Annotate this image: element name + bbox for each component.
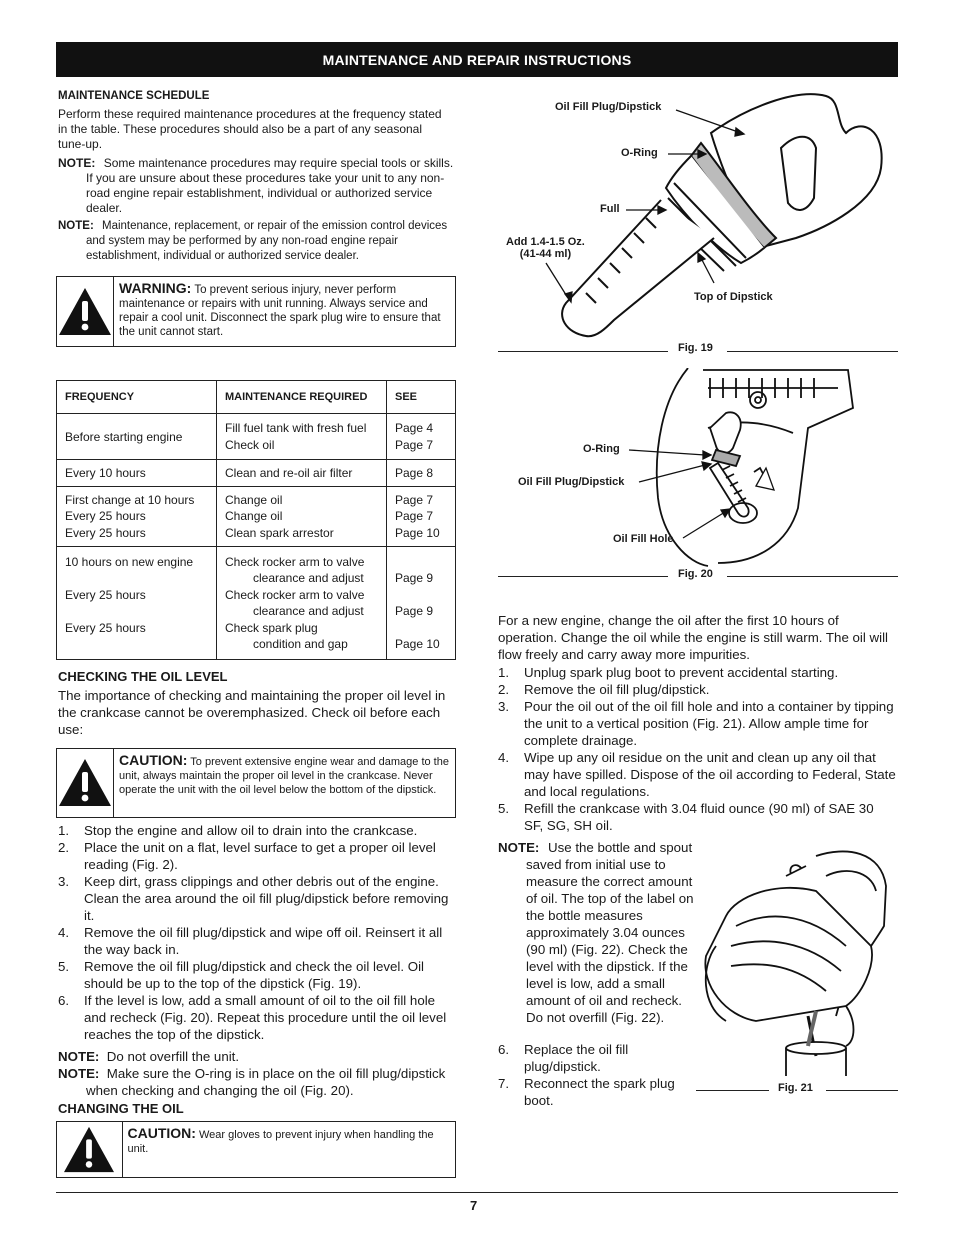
list-item: 6. Replace the oil fill plug/dipstick. xyxy=(498,1042,629,1074)
fig19-rule-left xyxy=(498,351,668,352)
list-item: 1. Unplug spark plug boot to prevent accidental starting. xyxy=(498,665,839,680)
fig21-rule-left xyxy=(696,1090,769,1091)
table-cell: Fill fuel tank with fresh fuel Check oil xyxy=(217,414,387,460)
caution-icon xyxy=(57,749,114,817)
fig21-rule-right xyxy=(826,1090,898,1091)
change-intro: For a new engine, change the oil after the first 10 hours of operation. Change the oil while the engine is still warm. The oil will flow freely and carry away more impurities. xyxy=(498,613,888,662)
fig20-rule-left xyxy=(498,576,668,577)
table-row xyxy=(57,487,456,547)
note-overfill: NOTE: Do not overfill the unit. xyxy=(58,1049,240,1064)
list-item: 4. Remove the oil fill plug/dipstick and wipe off oil. Reinsert it all the way back in. xyxy=(58,925,443,957)
table-header: FREQUENCY xyxy=(57,381,217,414)
warning-icon xyxy=(57,277,114,346)
caution-text-2: CAUTION: Wear gloves to prevent injury when handling the unit. xyxy=(127,1125,434,1155)
fig19-callout-full: Full xyxy=(600,203,620,215)
list-item: 5. Refill the crankcase with 3.04 fluid ounce (90 ml) of SAE 30 SF, SG, SH oil. xyxy=(498,801,874,833)
schedule-notes xyxy=(58,156,458,264)
table-cell: Check rocker arm to valve clearance and adjust Check rocker arm to valve clearance and adjust Check spark plug condition and gap xyxy=(217,547,387,660)
fig19-callout-oring: O-Ring xyxy=(621,147,658,159)
table-row xyxy=(57,414,456,460)
table-cell: Change oil Change oil Clean spark arrestor xyxy=(217,487,387,547)
changing-heading: CHANGING THE OIL xyxy=(58,1101,184,1116)
fig20-rule-right xyxy=(727,576,898,577)
oil-level-notes xyxy=(58,1048,456,1099)
table-cell: Page 9 Page 9 Page 10 xyxy=(387,547,456,660)
table-header-row xyxy=(57,381,456,414)
list-item: 3. Pour the oil out of the oil fill hole and into a container by tipping the unit to a vertical position (Fig. 21). Allow ample time for complete drainage. xyxy=(498,699,894,748)
footer-rule xyxy=(56,1192,898,1193)
list-item: 7. Reconnect the spark plug boot. xyxy=(498,1076,675,1108)
fig20-callout-hole: Oil Fill Hole xyxy=(613,533,674,545)
oil-level-heading: CHECKING THE OIL LEVEL xyxy=(58,669,228,684)
caution-text-1: CAUTION: To prevent extensive engine wear and damage to the unit, always maintain the proper oil level in the crankcase. Never operate the unit with the oil level below the bottom of the dipstick. xyxy=(119,752,449,796)
schedule-intro: Perform these required maintenance procedures at the frequency stated in the table. These procedures should also be a part of any seasonal tune-up. xyxy=(58,107,442,151)
fig21-label: Fig. 21 xyxy=(778,1082,813,1094)
table-header: SEE xyxy=(387,381,456,414)
note-2: NOTE: Maintenance, replacement, or repair of the emission control devices and system may be performed by any non-road engine repair establishment, individual or authorized service dealer. xyxy=(58,220,448,262)
fig19-callout-plug: Oil Fill Plug/Dipstick xyxy=(555,101,662,113)
list-item: 2. Place the unit on a flat, level surface to get a proper oil level reading (Fig. 2). xyxy=(58,840,436,872)
list-item: 1. Stop the engine and allow oil to drain into the crankcase. xyxy=(58,823,418,838)
change-note-label: NOTE: xyxy=(498,840,540,855)
list-item: 2. Remove the oil fill plug/dipstick. xyxy=(498,682,710,697)
warning-box xyxy=(56,276,456,347)
list-item: 3. Keep dirt, grass clippings and other debris out of the engine. Clean the area around the oil fill plug/dipstick before removing it. xyxy=(58,874,449,923)
change-steps xyxy=(498,664,896,834)
table-cell: Clean and re-oil air filter xyxy=(217,460,387,487)
table-header: MAINTENANCE REQUIRED xyxy=(217,381,387,414)
table-row xyxy=(57,547,456,660)
fig21-illustration xyxy=(696,846,892,1076)
note-oring: NOTE: Make sure the O-ring is in place on the oil fill plug/dipstick when checking and changing the oil (Fig. 20). xyxy=(58,1066,446,1098)
change-note: Use the bottle and spout saved from initial use to measure the correct amount of oil. The top of the label on the bottle measures approximately 3.04 ounces (90 ml) (Fig. 22). Check the level with the dipstick. If the level is low, add a small amount of oil and recheck. Do not overfill (Fig. 22). xyxy=(526,840,694,1025)
note-1: NOTE: Some maintenance procedures may require special tools or skills. If you are unsure about these procedures take your unit to any non-road engine repair establishment, individual or authorized service dealer. xyxy=(58,156,454,215)
maintenance-table xyxy=(56,380,456,660)
fig19-label: Fig. 19 xyxy=(678,342,713,354)
fig19-callout-add: Add 1.4-1.5 Oz. (41-44 ml) xyxy=(506,236,585,260)
list-item: 6. If the level is low, add a small amount of oil to the oil fill hole and recheck (Fig. 20). Repeat this procedure until the oil level reaches the top of the dipstick. xyxy=(58,993,447,1042)
fig19-illustration xyxy=(496,88,898,358)
change-steps-2 xyxy=(498,1041,698,1109)
table-cell: Page 4 Page 7 xyxy=(387,414,456,460)
fig20-label: Fig. 20 xyxy=(678,568,713,580)
page-number: 7 xyxy=(470,1198,478,1213)
oil-level-steps xyxy=(58,822,456,1043)
list-item: 4. Wipe up any oil residue on the unit and clean up any oil that may have spilled. Dispose of the oil according to Federal, State and local regulations. xyxy=(498,750,896,799)
fig19-rule-right xyxy=(727,351,898,352)
caution-box-1 xyxy=(56,748,456,818)
list-item: 5. Remove the oil fill plug/dipstick and check the oil level. Oil should be up to the top of the dipstick (Fig. 19). xyxy=(58,959,424,991)
table-cell: First change at 10 hours Every 25 hours Every 25 hours xyxy=(57,487,217,547)
table-cell: Page 8 xyxy=(387,460,456,487)
table-cell: Every 10 hours xyxy=(57,460,217,487)
fig20-callout-oring: O-Ring xyxy=(583,443,620,455)
schedule-heading: MAINTENANCE SCHEDULE xyxy=(58,90,210,102)
caution-box-2 xyxy=(56,1121,456,1178)
table-row xyxy=(57,460,456,487)
warning-text: WARNING: To prevent serious injury, never perform maintenance or repairs with unit running. Always service and repair a cool unit. Disconnect the spark plug wire to ensure that the unit cannot start. xyxy=(119,280,441,338)
table-cell: 10 hours on new engine Every 25 hours Every 25 hours xyxy=(57,547,217,660)
fig20-callout-plug: Oil Fill Plug/Dipstick xyxy=(518,476,625,488)
section-header: MAINTENANCE AND REPAIR INSTRUCTIONS xyxy=(56,42,898,77)
table-cell: Page 7 Page 7 Page 10 xyxy=(387,487,456,547)
caution-icon xyxy=(57,1122,123,1177)
fig19-callout-top: Top of Dipstick xyxy=(694,291,773,303)
table-cell: Before starting engine xyxy=(57,414,217,460)
oil-level-intro: The importance of checking and maintaining the proper oil level in the crankcase cannot be overemphasized. Check oil before each use: xyxy=(58,688,446,737)
